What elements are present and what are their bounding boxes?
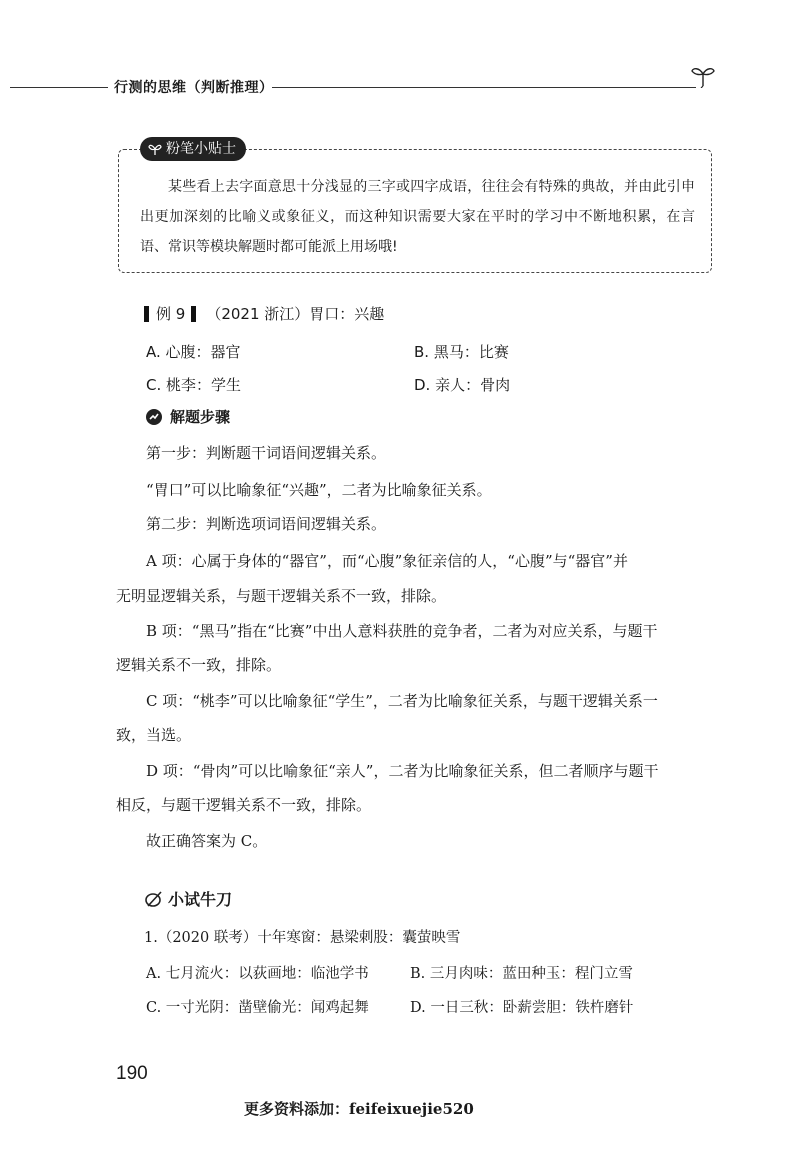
header-rule-left [10,87,108,88]
solution-steps-icon [146,409,162,425]
option-c: C. 桃李：学生 [146,376,242,394]
example-heading [144,303,384,324]
sprout-icon [690,64,716,88]
option-d-analysis-line2: 相反，与题干逻辑关系不一致，排除。 [116,796,372,814]
practice-question: 1.（2020 联考）十年寒窗：悬梁刺股：囊萤映雪 [144,930,461,946]
sprout-icon [148,142,162,156]
answer-text: 故正确答案为 C。 [146,832,268,850]
example-source: （2021 浙江） [206,305,310,323]
footer-note: 更多资料添加：feifeixuejie520 [244,1100,474,1118]
practice-option-a: A. 七月流火：以荻画地：临池学书 [146,966,369,982]
practice-heading-label: 小试牛刀 [168,890,233,909]
option-a-analysis-line1: A 项：心属于身体的“器官”，而“心腹”象征亲信的人，“心腹”与“器官”并 [146,552,628,570]
example-label: 例 9 [156,305,186,323]
practice-option-c: C. 一寸光阴：凿壁偷光：闻鸡起舞 [146,1000,369,1016]
option-c-analysis-line2: 致，当选。 [116,726,192,744]
option-d-analysis-line1: D 项：“骨肉”可以比喻象征“亲人”，二者为比喻象征关系，但二者顺序与题干 [146,762,659,780]
example-stem: 胃口：兴趣 [309,305,385,323]
step1-text: 第一步：判断题干词语间逻辑关系。 [146,444,387,462]
solution-heading-label: 解题步骤 [170,408,231,426]
tip-text: 某些看上去字面意思十分浅显的三字或四字成语，往往会有特殊的典故，并由此引申出更加深刻的比喻义或象征义，而这种知识需要大家在平时的学习中不断地积累，在言语、常识等模块解题时都可能派上用场哦! [140,179,695,255]
option-b-analysis-line1: B 项：“黑马”指在“比赛”中出人意料获胜的竞争者，二者为对应关系，与题干 [146,622,658,640]
solution-heading [146,406,230,427]
running-header-title: 行测的思维（判断推理） [114,80,274,96]
practice-option-d: D. 一日三秋：卧薪尝胆：铁杵磨针 [410,1000,634,1016]
pencil-icon [144,890,164,908]
option-b: B. 黑马：比赛 [414,343,509,361]
practice-heading [144,887,232,910]
option-a-analysis-line2: 无明显逻辑关系，与题干逻辑关系不一致，排除。 [116,587,447,605]
step2-text: 第二步：判断选项词语间逻辑关系。 [146,515,387,533]
tip-badge-label: 粉笔小贴士 [166,141,236,157]
step1-detail: “胃口”可以比喻象征“兴趣”，二者为比喻象征关系。 [146,481,492,499]
tip-badge [140,137,246,161]
practice-option-b: B. 三月肉味：蓝田种玉：程门立雪 [410,966,633,982]
option-c-analysis-line1: C 项：“桃李”可以比喻象征“学生”，二者为比喻象征关系，与题干逻辑关系一 [146,692,658,710]
page-number: 190 [116,1063,148,1084]
option-a: A. 心腹：器官 [146,343,241,361]
header-rule-right [272,87,696,88]
option-b-analysis-line2: 逻辑关系不一致，排除。 [116,656,282,674]
example-bar-right [191,306,196,322]
example-bar-left [144,306,149,322]
option-d: D. 亲人：骨肉 [414,376,511,394]
